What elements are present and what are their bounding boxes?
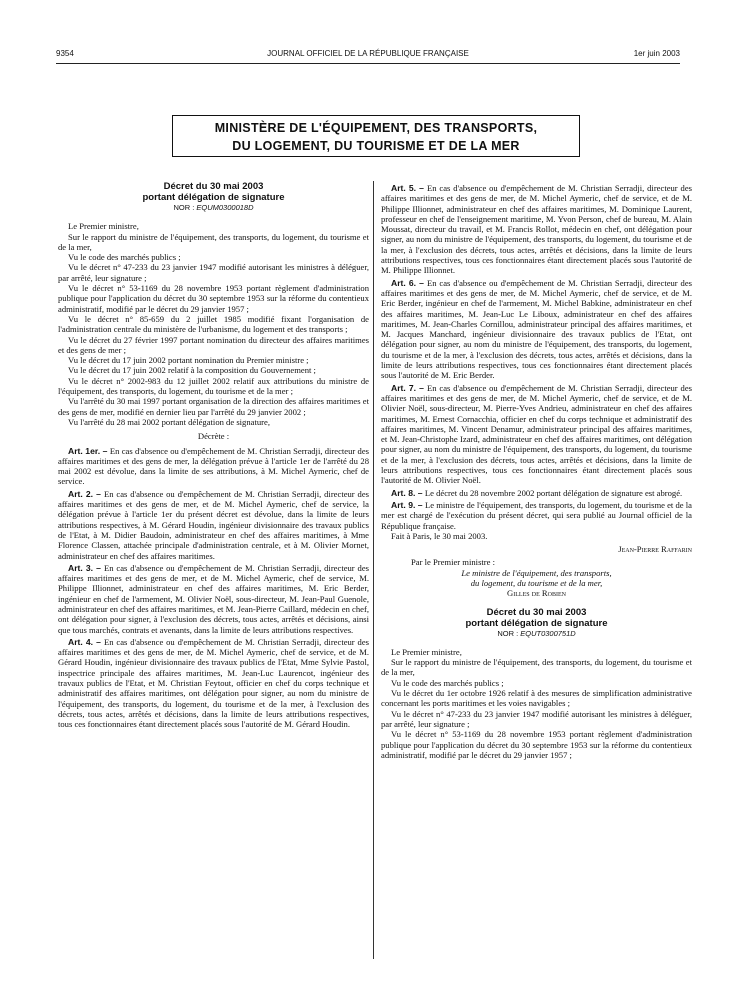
- article-label: Art. 5. –: [391, 183, 428, 193]
- decree-1-nor: NOR : EQUM0300018D: [173, 203, 254, 212]
- decree-1-intro-para: Vu le décret du 17 juin 2002 portant nomination du Premier ministre ;: [68, 355, 309, 366]
- decree-2-intro-para: Vu le code des marchés publics ;: [391, 677, 504, 688]
- journal-title: JOURNAL OFFICIEL DE LA RÉPUBLIQUE FRANÇAISE: [267, 49, 469, 58]
- by-premier: Par le Premier ministre :: [411, 557, 496, 568]
- decree-2-intro: [381, 647, 692, 760]
- article-paragraph: [381, 183, 692, 276]
- decree-1-articles-left: [58, 446, 369, 730]
- decree-2-intro-para: Sur le rapport du ministre de l'équipement, des transports, du logement, du tourisme et de la mer,: [381, 657, 692, 678]
- article-label: Art. 7. –: [391, 382, 428, 393]
- decrete-label: Décrète :: [197, 431, 230, 442]
- decree-1-intro-para: Vu le décret du 17 juin 2002 relatif à la composition du Gouvernement ;: [68, 365, 316, 376]
- article-label: Art. 8. –: [391, 487, 425, 498]
- ministry-line-1: MINISTÈRE DE L'ÉQUIPEMENT, DES TRANSPORTS,: [214, 121, 538, 135]
- article-paragraph: [58, 446, 369, 487]
- column-divider: [373, 181, 374, 959]
- decree-1-intro-para: Sur le rapport du ministre de l'équipement, des transports, du logement, du tourisme et de la mer,: [58, 231, 369, 252]
- decree-1-intro-para: Vu le décret n° 2002-983 du 12 juillet 2002 relatif aux attributions du ministre de l'équipement, des transports, du logement, du tourisme et de la mer ;: [58, 375, 369, 397]
- article-paragraph: [58, 563, 369, 635]
- article-label: Art. 3. –: [68, 562, 105, 573]
- page-number: 9354: [56, 49, 74, 58]
- decree-2-intro-para: Vu le décret n° 47-233 du 23 janvier 1947 modifié autorisant les ministres à déléguer, par arrêté, leur signature ;: [381, 708, 692, 729]
- article-label: Art. 1er. –: [68, 445, 110, 456]
- decree-1-intro-para: Vu le code des marchés publics ;: [68, 252, 181, 263]
- article-text: Le décret du 28 novembre 2002 portant délégation de signature est abrogé.: [424, 487, 683, 498]
- article-text: En cas d'absence ou d'empêchement de M. Christian Serradji, directeur des affaires maritimes et des gens de mer, de M. Michel Aymeric, chef de service, et de M. Philippe Illionnet, administrateur en chef des affaires maritimes, M. Dominique Laurent, professeur en chef de l'enseignement maritime, M. Yvon Person, chef de bureau, M. Alain Moussat, directeur du travail, et M. Francis Rollot, médecin en chef, ont délégation pour signer, au nom du ministre de l'équipement, des transports, du logement, du tourisme et de la mer, à l'exclusion des décrets, tous actes, arrêtés et décisions, dans la limite de leurs attributions respectives, tous ces fonctionnaires étant directement placés sous l'autorité de M. Philippe Illionnet.: [381, 183, 692, 276]
- article-paragraph: [381, 278, 692, 381]
- article-label: Art. 2. –: [68, 488, 105, 499]
- article-paragraph: [381, 488, 692, 498]
- ministry-box: [172, 115, 580, 157]
- article-label: Art. 4. –: [68, 636, 105, 647]
- article-text: En cas d'absence ou d'empêchement de M. Christian Serradji, directeur des affaires maritimes et des gens de mer, la délégation prévue à l'article 1er de l'arrêté du 28 mai 2002 est dévolue, dans la limite de ses attributions, à M. Michel Aymeric, chef de service.: [58, 445, 369, 487]
- article-text: En cas d'absence ou d'empêchement de M. Christian Serradji, directeur des affaires maritimes et des gens de mer, de M. Michel Aymeric, chef de service, et de M. Eric Berder, ingénieur en chef de l'armement, M. Michel Babkine, administrateur en chef des affaires maritimes, M. Jean-Luc Le Liboux, administrateur en chef des affaires maritimes, M. Jean-Charles Cornillou, administrateur principal des affaires maritimes, et M. Jacques Manchard, ingénieur divisionnaire des travaux publics de l'Etat, ont délégation pour signer, au nom du ministre de l'équipement, des transports, du logement, du tourisme et de la mer, à l'exclusion des décrets, tous actes, arrêtés et décisions, dans la limite de leurs attributions respectives, tous ces fonctionnaires étant directement placés sous l'autorité de M. Eric Berder.: [381, 277, 692, 381]
- decree-2-nor: NOR : EQUT0300751D: [497, 628, 576, 638]
- article-text: En cas d'absence ou d'empêchement de M. Christian Serradji, directeur des affaires maritimes et des gens de mer, et de M. Michel Aymeric, chef de service, la délégation prévue à l'article 1er du présent décret est dévolue, dans la limite de leurs attributions respectives, à M. Gérard Houdin, ingénieur divisionnaire des travaux publics de l'Etat, à M. Didier Baudoin, administrateur en chef des affaires maritimes, à Mme Florence Classen, attachée principale d'administration centrale, et à M. Olivier Mornet, administrateur en chef des affaires maritimes.: [58, 488, 369, 561]
- article-paragraph: [58, 489, 369, 561]
- issue-date: 1er juin 2003: [633, 49, 680, 58]
- decree-2-intro-para: Vu le décret n° 53-1169 du 28 novembre 1953 portant règlement d'administration publique pour l'application du décret du 30 septembre 1953 sur la réforme du contentieux administratif, modifié par le décret du 29 janvier 1957 ;: [381, 729, 692, 760]
- page-header: [56, 49, 680, 63]
- decree-1-intro-para: Vu le décret n° 85-659 du 2 juillet 1985 modifié fixant l'organisation de l'administration centrale du ministère de l'urbanisme, du logement et des transports ;: [58, 313, 369, 335]
- decree-1-intro-para: Vu l'arrêté du 28 mai 2002 portant délégation de signature,: [68, 416, 270, 427]
- decree-1-intro: [58, 221, 369, 427]
- article-text: En cas d'absence ou d'empêchement de M. Christian Serradji, directeur des affaires maritimes et des gens de mer, de M. Michel Aymeric, chef de service, et de M. Gérard Houdin, ingénieur divisionnaire des travaux publics de l'Etat, Mme Sylvie Pastol, inspectrice principale des affaires maritimes, M. Jean-Luc Laurencot, ingénieur des travaux publics de l'Etat, et M. Christian Feytout, officier en chef du corps technique et administratif des affaires maritimes, ont délégation pour signer, au nom du ministre de l'équipement, des transports, du logement, du tourisme et de la mer, à l'exclusion des décrets, tous actes, arrêtés et décisions, dans la limite de leurs attributions respectives, tous ces fonctionnaires étant directement placés sous l'autorité de M. Gérard Houdin.: [58, 636, 369, 730]
- minister-name: Gilles de Robien: [507, 588, 566, 599]
- article-text: En cas d'absence ou d'empêchement de M. Christian Serradji, directeur des affaires maritimes et des gens de mer, de M. Michel Aymeric, chef de service, et de M. Olivier Noël, sous-directeur, M. Pierre-Yves Andrieu, administrateur en chef des affaires maritimes, M. Ernest Cornacchia, officier en chef du corps technique et administratif des affaires maritimes, M. Vincent Denamur, administrateur principal des affaires maritimes, et M. Jean-Christophe Izard, administrateur en chef des affaires maritimes, ont délégation pour signer, au nom du ministre de l'équipement, des transports, du logement, du tourisme et de la mer, à l'exclusion des décrets, tous actes, arrêtés et décisions, dans la limite de leurs attributions respectives, tous ces fonctionnaires étant directement placés sous l'autorité de M. Olivier Noël.: [381, 382, 692, 486]
- left-column: [58, 181, 369, 730]
- decree-1-intro-para: Vu le décret du 27 février 1997 portant nomination du directeur des affaires maritimes et des gens de mer ;: [58, 334, 369, 355]
- article-paragraph: [381, 383, 692, 486]
- decree-1-intro-para: Vu l'arrêté du 30 mai 1997 portant organisation de la direction des affaires maritimes et des gens de mer, modifié en dernier lieu par l'arrêté du 29 janvier 2002 ;: [58, 396, 369, 417]
- article-label: Art. 6. –: [391, 277, 428, 288]
- minister-title-2: du logement, du tourisme et de la mer,: [470, 577, 603, 588]
- minister-title-1: Le ministre de l'équipement, des transports,: [461, 567, 612, 578]
- signatory: Jean-Pierre Raffarin: [618, 544, 692, 555]
- decree-2-intro-para: Vu le décret du 1er octobre 1926 relatif à des mesures de simplification administrative concernant les ports maritimes et les voies navigables ;: [381, 688, 692, 709]
- article-text: En cas d'absence ou d'empêchement de M. Christian Serradji, directeur des affaires maritimes et des gens de mer, et de M. Michel Aymeric, chef de service, M. Philippe Illionnet, administrateur en chef des affaires maritimes, M. Eric Berder, ingénieur en chef de l'armement, M. Olivier Noël, sous-directeur, M. Jean-Paul Guenole, administrateur en chef des affaires maritimes, et M. Jean-Pierre Caillard, médecin en chef, ont délégation pour signer, à l'exclusion des décrets, tous actes, arrêtés et décisions, ainsi que tous marchés, contrats et avenants, dans la limite de leurs attributions respectives.: [58, 562, 369, 635]
- decree-1-intro-para: Le Premier ministre,: [68, 221, 139, 232]
- ministry-line-2: DU LOGEMENT, DU TOURISME ET DE LA MER: [232, 139, 520, 153]
- decree-2-title: Décret du 30 mai 2003: [486, 606, 587, 618]
- decree-2-intro-para: Le Premier ministre,: [391, 646, 462, 657]
- header-rule: [56, 63, 680, 64]
- right-column: [381, 181, 692, 760]
- decree-1-intro-para: Vu le décret n° 47-233 du 23 janvier 1947 modifié autorisant les ministres à déléguer, par arrêté, leur signature ;: [58, 262, 369, 283]
- article-label: Art. 9. –: [391, 499, 425, 510]
- decree-2-subtitle: portant délégation de signature: [465, 617, 608, 629]
- article-paragraph: [381, 500, 692, 531]
- article-paragraph: [58, 637, 369, 730]
- decree-1-subtitle: portant délégation de signature: [142, 192, 285, 203]
- decree-1-intro-para: Vu le décret n° 53-1169 du 28 novembre 1953 portant règlement d'administration publique pour l'application du décret du 30 septembre 1953 sur la réforme du contentieux administratif, modifié par le décret du 29 janvier 1957 ;: [58, 283, 369, 314]
- decree-1-title: Décret du 30 mai 2003: [163, 181, 264, 192]
- decree-1-articles-right: [381, 183, 692, 531]
- done-at: Fait à Paris, le 30 mai 2003.: [391, 530, 488, 541]
- article-text: Le ministre de l'équipement, des transports, du logement, du tourisme et de la mer est chargé de l'exécution du présent décret, qui sera publié au Journal officiel de la République française.: [381, 499, 692, 531]
